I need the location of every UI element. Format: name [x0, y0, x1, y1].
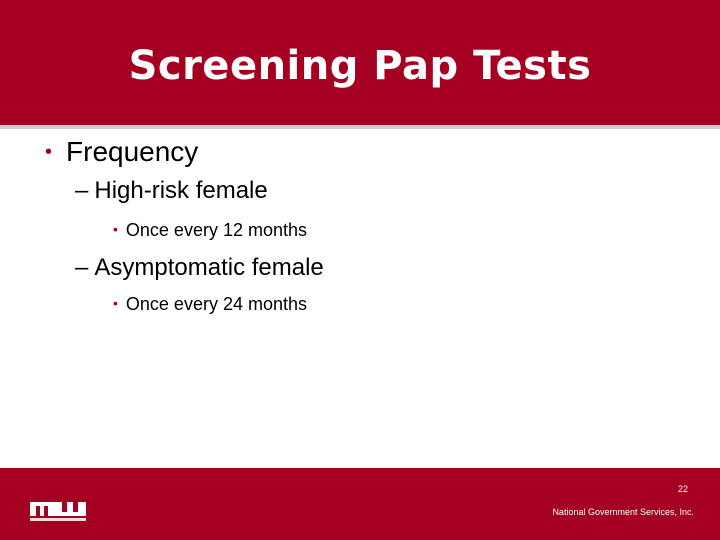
- bullet-dot-icon: •: [113, 221, 118, 237]
- slide-title: Screening Pap Tests: [128, 43, 592, 89]
- detail-asymptomatic-label: Once every 24 months: [125, 294, 307, 314]
- sub-bullet-asymptomatic-label: Asymptomatic female: [94, 254, 324, 281]
- organization-name: National Government Services, Inc.: [552, 507, 694, 517]
- detail-high-risk-label: Once every 12 months: [125, 220, 307, 240]
- detail-asymptomatic: [113, 292, 307, 317]
- bullet-dot-icon: •: [45, 141, 53, 163]
- dash-icon: –: [75, 177, 89, 204]
- footer-bar: [0, 468, 720, 540]
- detail-high-risk: [113, 218, 307, 243]
- university-logo-icon: [28, 498, 88, 526]
- sub-bullet-high-risk-label: High-risk female: [94, 177, 268, 204]
- bullet-frequency: [45, 134, 198, 173]
- sub-bullet-high-risk: [75, 175, 268, 207]
- bullet-frequency-label: Frequency: [66, 136, 199, 167]
- sub-bullet-asymptomatic: [75, 252, 324, 284]
- header-divider: [0, 125, 720, 129]
- dash-icon: –: [75, 254, 89, 281]
- bullet-dot-icon: •: [113, 295, 118, 311]
- page-number: 22: [677, 484, 688, 494]
